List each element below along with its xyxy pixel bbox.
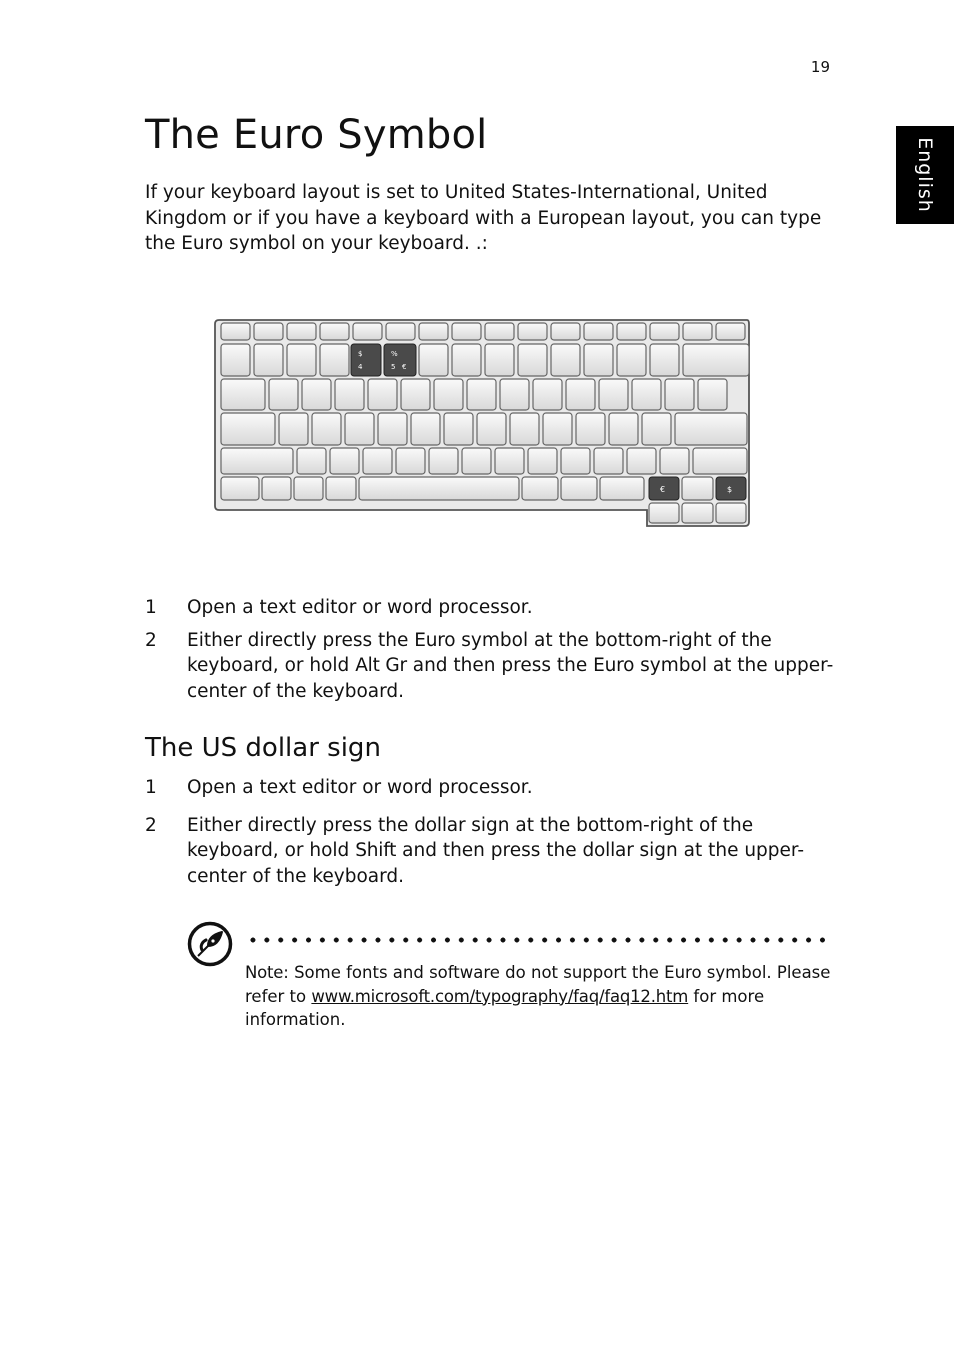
keyboard-key xyxy=(262,477,291,500)
keyboard-key xyxy=(363,448,392,474)
dollar-bottom-key xyxy=(716,477,746,500)
euro-bottom-key xyxy=(649,477,679,500)
microsoft-faq-link[interactable]: www.microsoft.com/typography/faq/faq12.htm xyxy=(311,986,689,1006)
keyboard-key xyxy=(221,448,293,474)
keyboard-key xyxy=(221,323,250,340)
keyboard-key xyxy=(221,413,275,445)
keyboard-key xyxy=(683,323,712,340)
keyboard-key xyxy=(401,379,430,410)
step-text: Either directly press the Euro symbol at the bottom-right of the keyboard, or hold Alt Gr and then press the Euro symbol at the upper-center of the keyboard. xyxy=(187,629,834,702)
page-title: The Euro Symbol xyxy=(145,112,488,158)
key-name-dollar: dollar xyxy=(414,814,466,836)
keyboard-illustration xyxy=(213,316,753,530)
keyboard-key xyxy=(594,448,623,474)
step-number: 2 xyxy=(145,814,157,836)
keyboard-key xyxy=(386,323,415,340)
keyboard-key xyxy=(551,344,580,376)
keyboard-key xyxy=(359,477,519,500)
keyboard-key xyxy=(683,344,749,376)
keyboard-key xyxy=(330,448,359,474)
key-label-dollar-bottom: $ xyxy=(727,485,733,494)
keyboard-key xyxy=(522,477,558,500)
step-number: 1 xyxy=(145,777,157,798)
keyboard-key xyxy=(698,379,727,410)
keyboard-key xyxy=(434,379,463,410)
keyboard-key xyxy=(444,413,473,445)
keyboard-key xyxy=(287,344,316,376)
dollar-heading: The US dollar sign xyxy=(145,733,381,763)
keyboard-key xyxy=(510,413,539,445)
keyboard-key xyxy=(353,323,382,340)
keyboard-key xyxy=(345,413,374,445)
note-text: Note: Some fonts and software do not support the Euro symbol. Please refer to www.microsoft.com/typography/faq/faq12.htm for more information. xyxy=(245,963,831,1029)
keyboard-key xyxy=(312,413,341,445)
keyboard-key xyxy=(485,344,514,376)
keyboard-key xyxy=(716,503,746,523)
keyboard-key xyxy=(297,448,326,474)
keyboard-key xyxy=(462,448,491,474)
note-label: Note xyxy=(245,963,284,982)
step-text: Either directly press the dollar sign at the bottom-right of the keyboard, or hold Shift and then press the dollar sign at the upper-center of the keyboard. xyxy=(187,814,805,887)
euro-step-2 xyxy=(145,628,835,705)
keyboard-key xyxy=(599,379,628,410)
keyboard-key xyxy=(254,323,283,340)
keyboard-key xyxy=(279,413,308,445)
euro-5-key xyxy=(384,344,416,376)
keyboard-key xyxy=(221,379,265,410)
keyboard-key xyxy=(584,344,613,376)
keyboard-key xyxy=(294,477,323,500)
keyboard-key xyxy=(302,379,331,410)
keyboard-key xyxy=(396,448,425,474)
note-pen-icon xyxy=(186,920,234,968)
keyboard-key xyxy=(566,379,595,410)
step-number: 2 xyxy=(145,629,157,651)
page-number: 19 xyxy=(810,58,830,76)
key-name-euro: Euro xyxy=(593,655,635,676)
language-tab xyxy=(896,126,954,224)
keyboard-key xyxy=(221,477,259,500)
keyboard-key xyxy=(650,323,679,340)
keyboard-key xyxy=(477,413,506,445)
keyboard-key xyxy=(254,344,283,376)
keyboard-key xyxy=(411,413,440,445)
keyboard-key xyxy=(660,448,689,474)
keyboard-key xyxy=(452,323,481,340)
keyboard-key xyxy=(320,323,349,340)
keyboard-key xyxy=(650,344,679,376)
keyboard-key xyxy=(452,344,481,376)
keyboard-key xyxy=(335,379,364,410)
keyboard-key xyxy=(693,448,747,474)
keyboard-key xyxy=(675,413,747,445)
key-name-shift: Shift xyxy=(355,840,397,861)
step-text: Open a text editor or word processor. xyxy=(187,597,533,618)
keyboard-key xyxy=(419,323,448,340)
keyboard-key xyxy=(649,503,679,523)
keyboard-key xyxy=(287,323,316,340)
keyboard-key xyxy=(518,344,547,376)
keyboard-key xyxy=(429,448,458,474)
key-name-alt-gr: Alt Gr xyxy=(355,655,407,676)
keyboard-key xyxy=(495,448,524,474)
keyboard-key xyxy=(642,413,671,445)
step-number: 1 xyxy=(145,597,157,618)
keyboard-key xyxy=(561,477,597,500)
key-label-euro-bottom: € xyxy=(660,485,666,494)
keyboard-key xyxy=(716,323,745,340)
keyboard-key xyxy=(551,323,580,340)
keyboard-key xyxy=(320,344,349,376)
keyboard-key xyxy=(533,379,562,410)
keyboard-key xyxy=(518,323,547,340)
keyboard-key xyxy=(584,323,613,340)
keyboard-key xyxy=(665,379,694,410)
key-label-4: 4 xyxy=(358,363,363,371)
keyboard-key xyxy=(528,448,557,474)
keyboard-key xyxy=(543,413,572,445)
keyboard-key xyxy=(467,379,496,410)
key-label-5: 5 xyxy=(391,363,396,371)
keyboard-key xyxy=(600,477,644,500)
keyboard-key xyxy=(221,344,250,376)
keyboard-key xyxy=(368,379,397,410)
keyboard-key xyxy=(632,379,661,410)
keyboard-key xyxy=(378,413,407,445)
key-name-euro: Euro xyxy=(414,629,456,651)
keyboard-key xyxy=(617,344,646,376)
dollar-step-2 xyxy=(145,813,835,890)
dollar-steps xyxy=(145,775,835,889)
dollar-4-key xyxy=(351,344,381,376)
keyboard-key xyxy=(419,344,448,376)
keyboard-key xyxy=(561,448,590,474)
note-divider xyxy=(246,937,830,943)
keyboard-key xyxy=(682,477,713,500)
intro-paragraph: If your keyboard layout is set to United States-International, United Kingdom or if you have a keyboard with a European layout, you can type the Euro symbol on your keyboard. .: xyxy=(145,182,822,254)
key-label-percent: % xyxy=(391,350,398,358)
keyboard-key xyxy=(269,379,298,410)
dollar-step-1 xyxy=(145,775,835,801)
step-text: Open a text editor or word processor. xyxy=(187,777,533,798)
keyboard-key xyxy=(627,448,656,474)
euro-steps xyxy=(145,595,835,704)
keyboard-key xyxy=(617,323,646,340)
keyboard-key xyxy=(682,503,713,523)
keyboard-key xyxy=(500,379,529,410)
euro-step-1 xyxy=(145,595,835,621)
keyboard-key xyxy=(485,323,514,340)
key-name-dollar: dollar xyxy=(582,840,634,861)
key-label-euro-top: € xyxy=(402,363,407,371)
key-label-dollar: $ xyxy=(358,350,363,358)
language-tab-label: English xyxy=(914,137,937,213)
keyboard-key xyxy=(576,413,605,445)
keyboard-key xyxy=(609,413,638,445)
keyboard-key xyxy=(326,477,356,500)
